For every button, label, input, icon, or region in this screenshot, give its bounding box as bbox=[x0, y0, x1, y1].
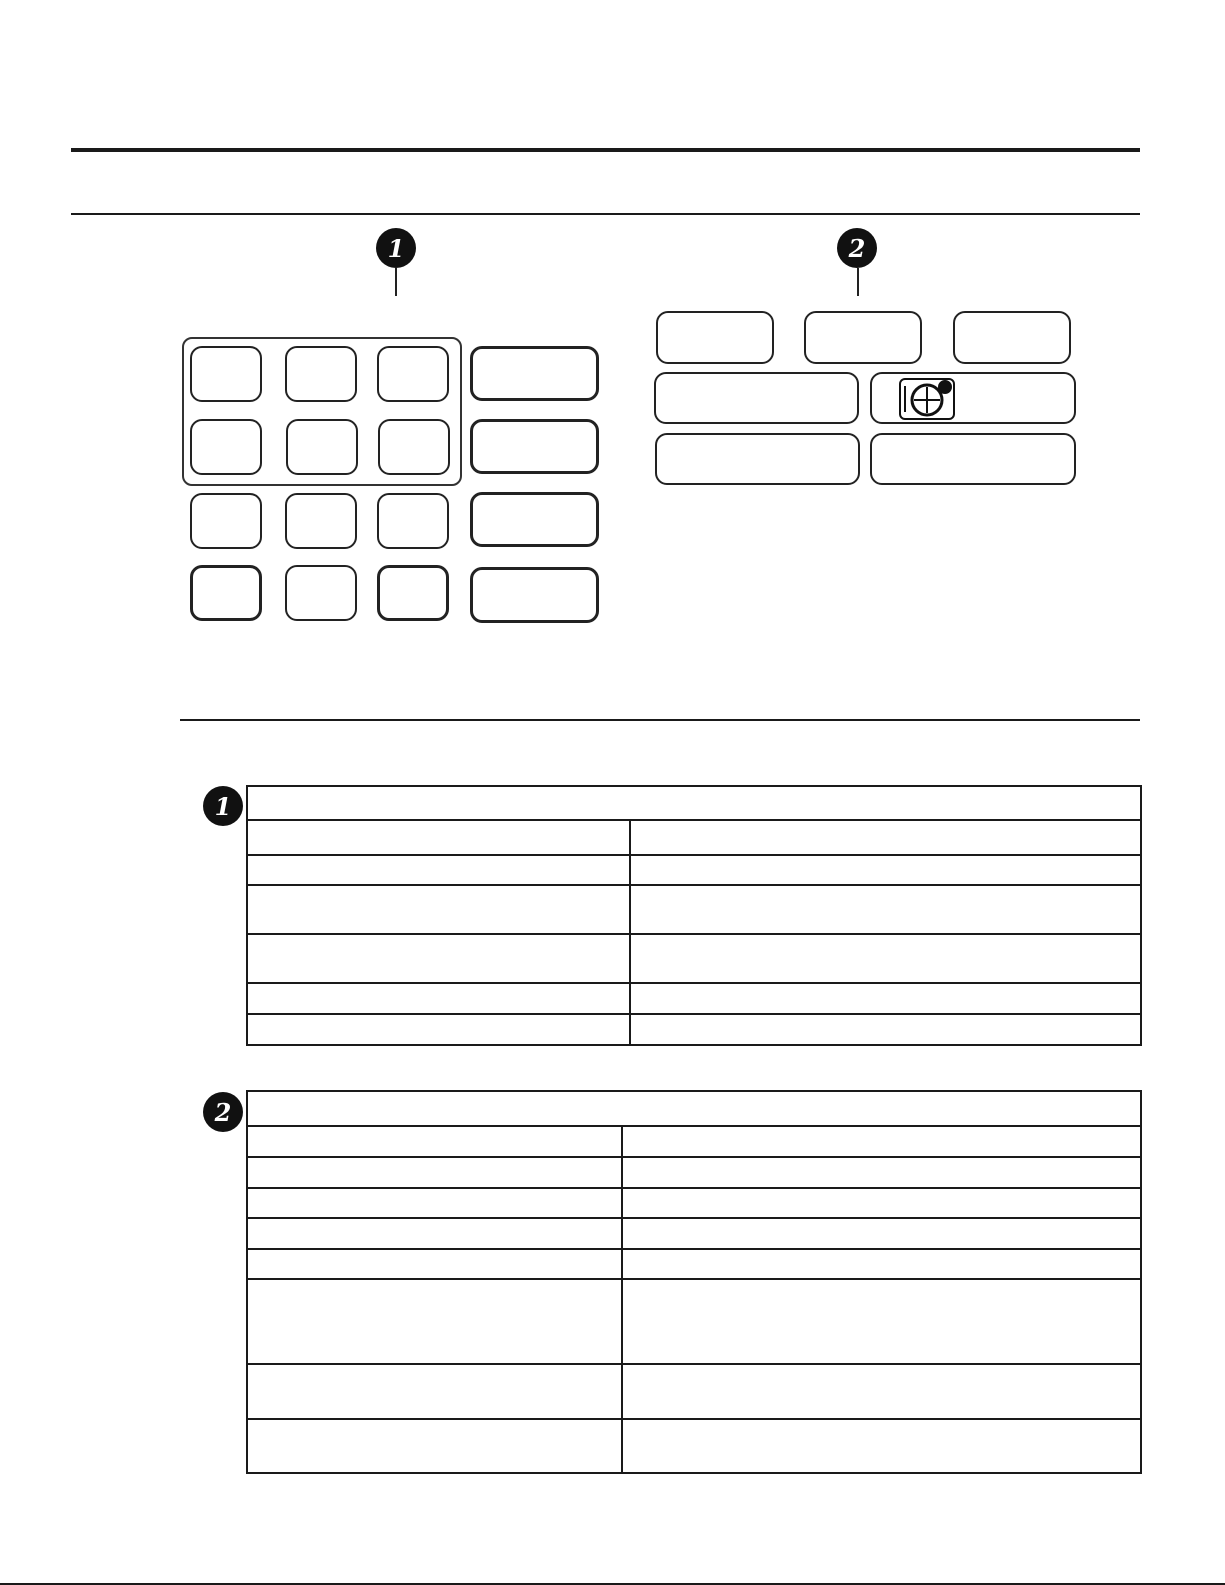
section-rule-top bbox=[71, 213, 1140, 215]
callout-1 bbox=[376, 228, 416, 268]
table-1-callout-label: 1 bbox=[214, 791, 232, 821]
callout-1-label: 1 bbox=[387, 233, 405, 263]
cell-text bbox=[623, 1232, 1140, 1236]
table-cell bbox=[630, 1014, 1141, 1045]
section-rule-tables bbox=[180, 719, 1140, 721]
cell-text bbox=[248, 836, 629, 840]
table-row bbox=[247, 934, 1141, 983]
callout-1-leader bbox=[395, 268, 397, 296]
table-2-title bbox=[247, 1091, 1141, 1126]
table-2-callout-label: 2 bbox=[214, 1097, 232, 1127]
table-row bbox=[247, 885, 1141, 934]
side-key[interactable] bbox=[470, 567, 599, 623]
table-1 bbox=[246, 785, 1142, 1046]
cell-text bbox=[623, 1320, 1140, 1324]
table-cell bbox=[622, 1157, 1141, 1188]
cell-text bbox=[248, 957, 629, 961]
cell-text bbox=[248, 1028, 629, 1032]
cell-text bbox=[631, 908, 1140, 912]
function-key[interactable] bbox=[953, 311, 1071, 364]
cell-text bbox=[623, 1140, 1140, 1144]
table-row bbox=[247, 855, 1141, 885]
keypad-key[interactable] bbox=[285, 565, 357, 621]
callout-2-leader bbox=[857, 268, 859, 296]
table-cell bbox=[622, 1126, 1141, 1157]
table-cell bbox=[622, 1279, 1141, 1364]
turntable-icon bbox=[899, 378, 955, 420]
keypad-key[interactable] bbox=[190, 493, 262, 549]
keypad-key[interactable] bbox=[190, 565, 262, 621]
table-cell bbox=[630, 855, 1141, 885]
table-2 bbox=[246, 1090, 1142, 1474]
table-row bbox=[247, 1279, 1141, 1364]
table-2-title-text bbox=[248, 1107, 1140, 1111]
side-key[interactable] bbox=[470, 419, 599, 474]
cell-text bbox=[631, 868, 1140, 872]
table-row bbox=[247, 1188, 1141, 1218]
cell-text bbox=[631, 836, 1140, 840]
function-key[interactable] bbox=[655, 433, 860, 485]
table-2-callout bbox=[203, 1092, 243, 1132]
table-cell bbox=[247, 1188, 622, 1218]
keypad-key[interactable] bbox=[378, 419, 450, 475]
keypad-key[interactable] bbox=[377, 346, 449, 402]
cell-text bbox=[631, 1028, 1140, 1032]
function-key[interactable] bbox=[654, 372, 859, 424]
table-cell bbox=[622, 1419, 1141, 1473]
keypad-key[interactable] bbox=[285, 493, 357, 549]
table-row bbox=[247, 1249, 1141, 1279]
table-cell bbox=[622, 1364, 1141, 1419]
cell-text bbox=[623, 1390, 1140, 1394]
table-cell bbox=[630, 820, 1141, 855]
table-cell bbox=[247, 885, 630, 934]
table-cell bbox=[247, 1419, 622, 1473]
callout-2 bbox=[837, 228, 877, 268]
table-cell bbox=[630, 983, 1141, 1014]
table-row bbox=[247, 983, 1141, 1014]
cell-text bbox=[248, 1262, 621, 1266]
table-2-title-row bbox=[247, 1091, 1141, 1126]
header-rule bbox=[71, 148, 1140, 152]
cell-text bbox=[631, 957, 1140, 961]
keypad-key[interactable] bbox=[190, 346, 262, 402]
table-row bbox=[247, 1014, 1141, 1045]
table-cell bbox=[247, 855, 630, 885]
table-cell bbox=[247, 983, 630, 1014]
table-cell bbox=[247, 1218, 622, 1249]
cell-text bbox=[623, 1171, 1140, 1175]
table-1-callout bbox=[203, 786, 243, 826]
cell-text bbox=[248, 908, 629, 912]
cell-text bbox=[248, 868, 629, 872]
cell-text bbox=[248, 997, 629, 1001]
table-cell bbox=[622, 1218, 1141, 1249]
table-row bbox=[247, 1364, 1141, 1419]
cell-text bbox=[623, 1262, 1140, 1266]
keypad-key[interactable] bbox=[377, 493, 449, 549]
table-1-title bbox=[247, 786, 1141, 820]
table-row bbox=[247, 820, 1141, 855]
table-row bbox=[247, 1218, 1141, 1249]
side-key[interactable] bbox=[470, 346, 599, 401]
side-key[interactable] bbox=[470, 492, 599, 547]
table-cell bbox=[247, 1157, 622, 1188]
table-cell bbox=[622, 1188, 1141, 1218]
table-row bbox=[247, 1419, 1141, 1473]
table-row bbox=[247, 1126, 1141, 1157]
table-cell bbox=[247, 1364, 622, 1419]
function-key[interactable] bbox=[656, 311, 774, 364]
table-cell bbox=[247, 934, 630, 983]
keypad-key[interactable] bbox=[285, 346, 357, 402]
cell-text bbox=[248, 1232, 621, 1236]
keypad-key[interactable] bbox=[190, 419, 262, 475]
cell-text bbox=[631, 997, 1140, 1001]
table-cell bbox=[247, 820, 630, 855]
cell-text bbox=[248, 1444, 621, 1448]
table-cell bbox=[630, 934, 1141, 983]
turntable-key[interactable] bbox=[870, 372, 1076, 424]
callout-2-label: 2 bbox=[848, 233, 866, 263]
table-cell bbox=[247, 1279, 622, 1364]
function-key[interactable] bbox=[804, 311, 922, 364]
keypad-key[interactable] bbox=[286, 419, 358, 475]
table-cell bbox=[630, 885, 1141, 934]
cell-text bbox=[248, 1171, 621, 1175]
table-1-title-row bbox=[247, 786, 1141, 820]
cell-text bbox=[248, 1390, 621, 1394]
table-1-title-text bbox=[248, 801, 1140, 805]
table-cell bbox=[622, 1249, 1141, 1279]
cell-text bbox=[248, 1320, 621, 1324]
function-key[interactable] bbox=[870, 433, 1076, 485]
keypad-key[interactable] bbox=[377, 565, 449, 621]
cell-text bbox=[248, 1201, 621, 1205]
table-cell bbox=[247, 1014, 630, 1045]
cell-text bbox=[623, 1444, 1140, 1448]
cell-text bbox=[623, 1201, 1140, 1205]
table-row bbox=[247, 1157, 1141, 1188]
cell-text bbox=[248, 1140, 621, 1144]
table-cell bbox=[247, 1249, 622, 1279]
table-cell bbox=[247, 1126, 622, 1157]
